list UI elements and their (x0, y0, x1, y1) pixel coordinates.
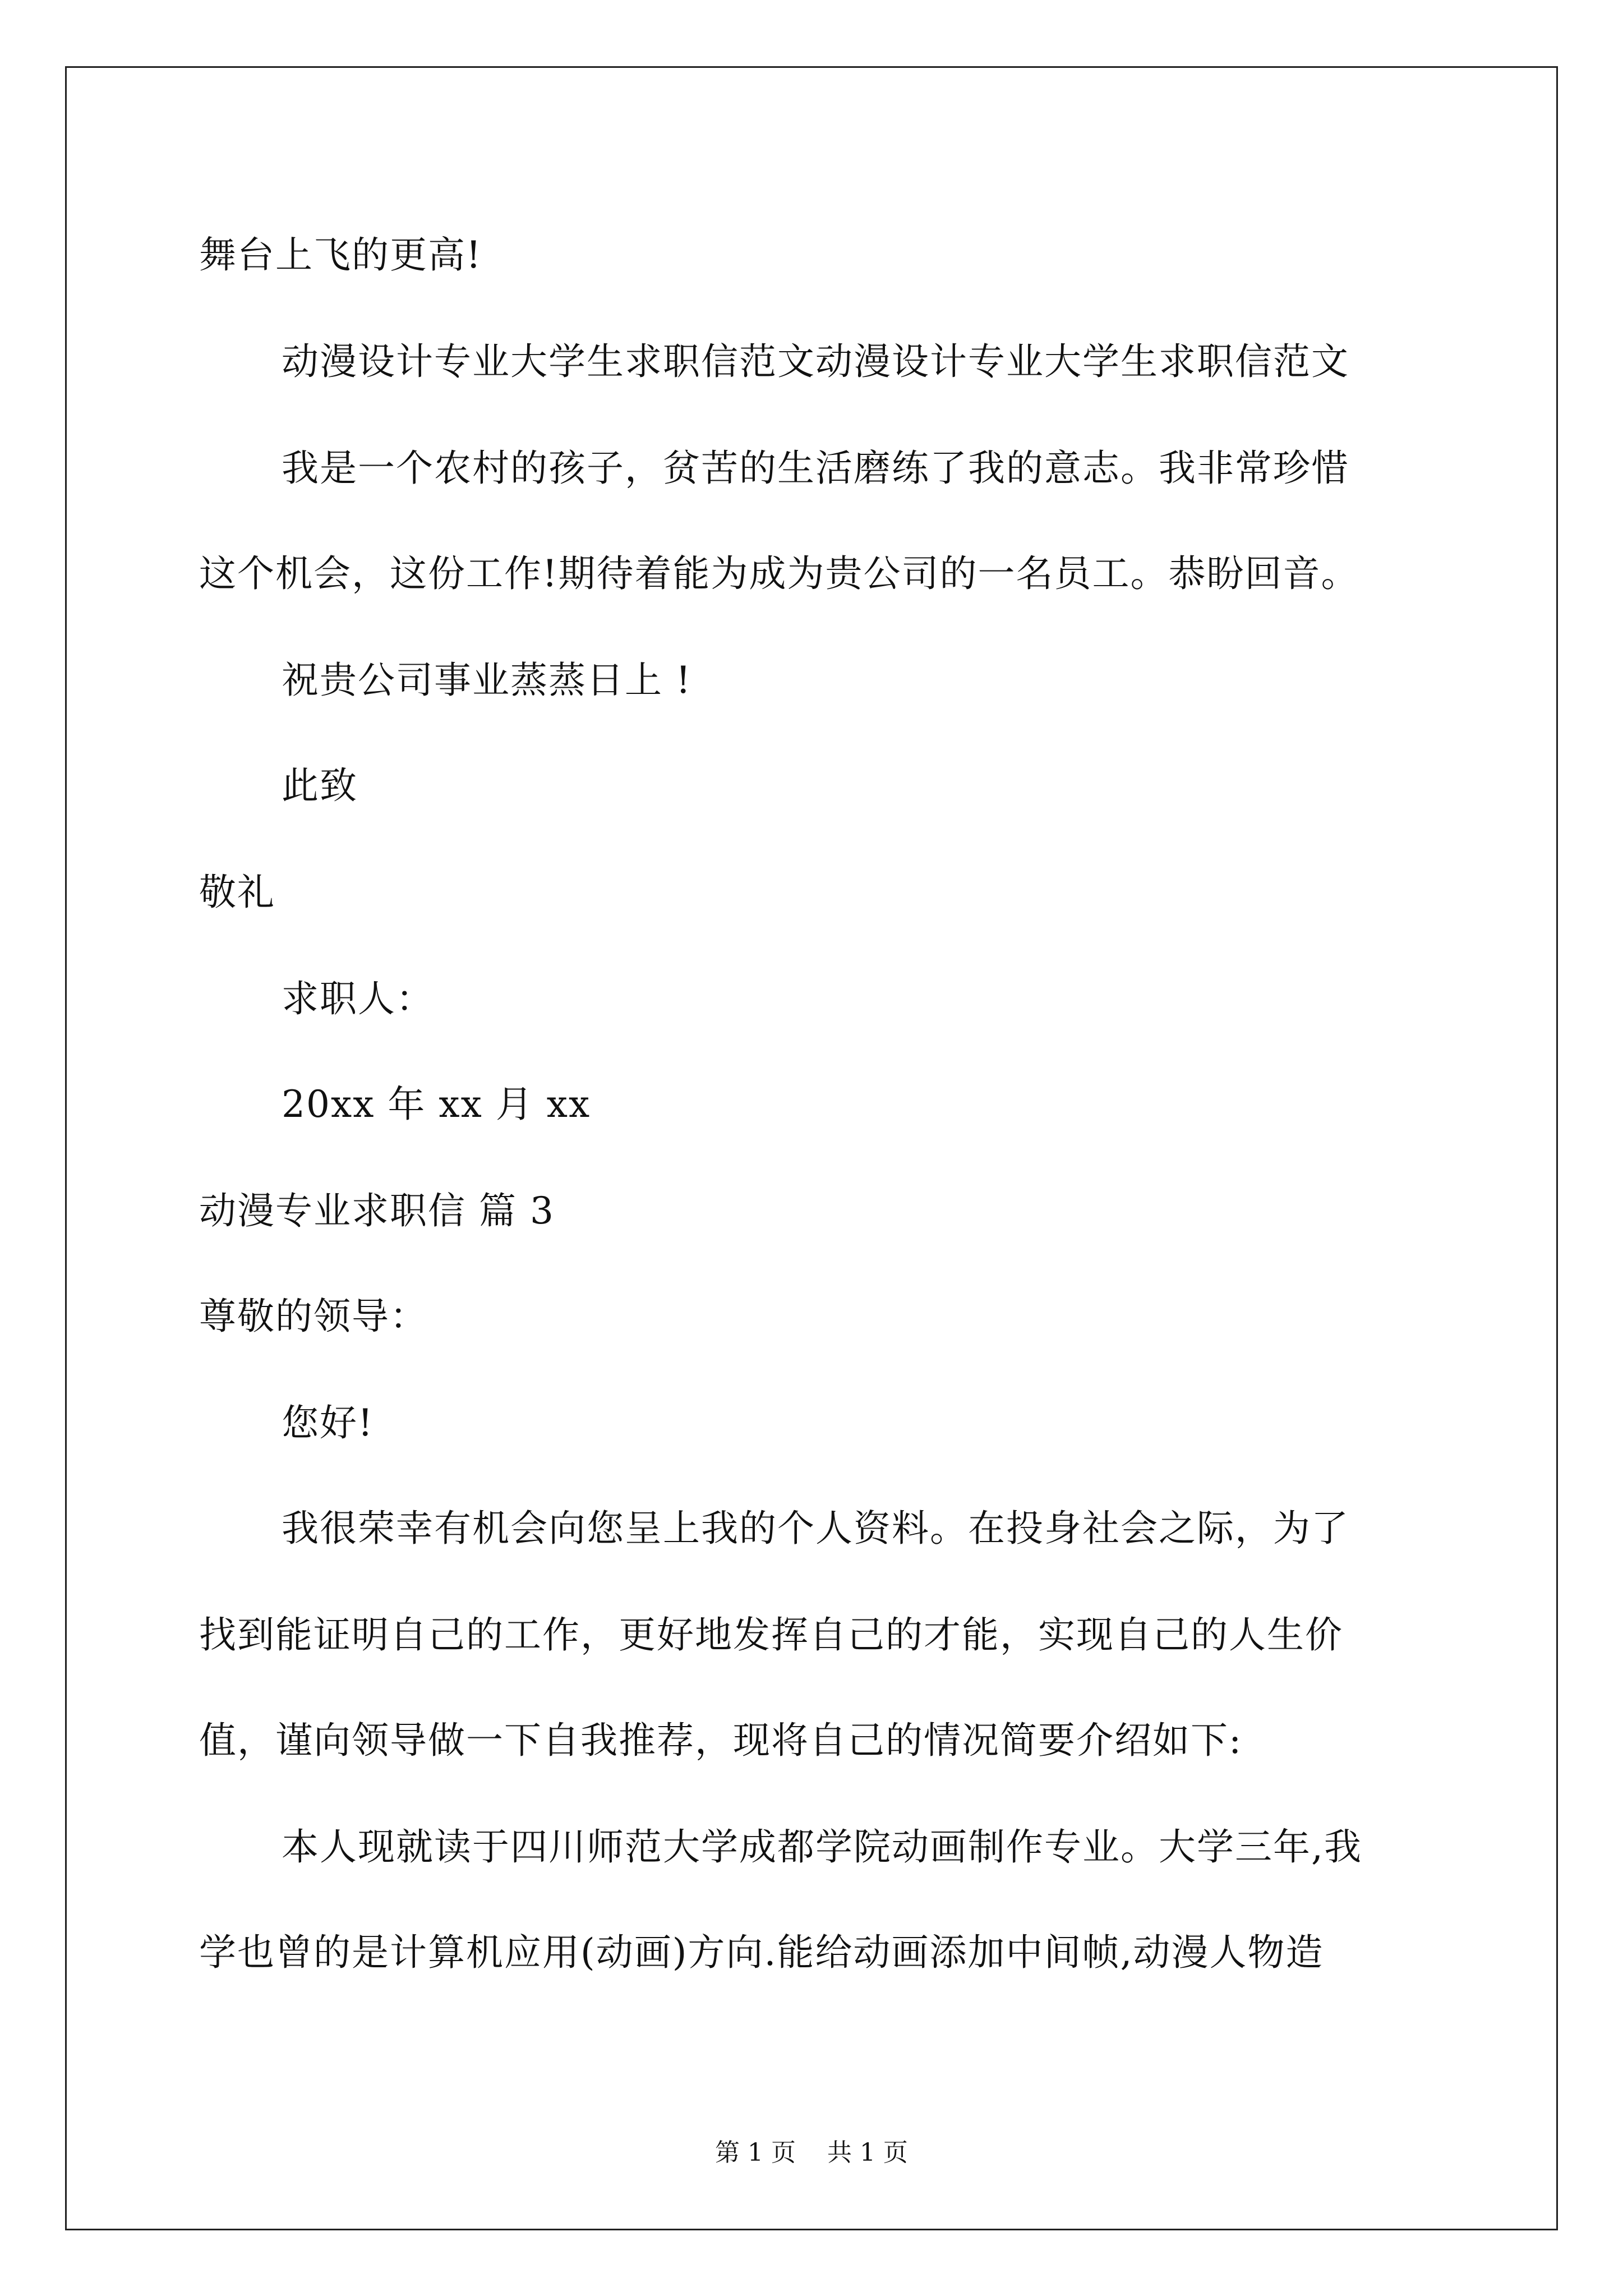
text-line: 此致 (282, 764, 358, 807)
text-line: 您好! (282, 1401, 374, 1444)
text-line: 我很荣幸有机会向您呈上我的个人资料。在投身社会之际，为了 (282, 1507, 1349, 1550)
text-line: 找到能证明自己的工作，更好地发挥自己的才能，实现自己的人生价 (199, 1613, 1343, 1657)
text-line: 值，谨向领导做一下自我推荐，现将自己的情况简要介绍如下: (199, 1719, 1243, 1762)
text-line: 动漫设计专业大学生求职信范文动漫设计专业大学生求职信范文 (282, 340, 1349, 383)
text-line: 学也曾的是计算机应用(动画)方向.能给动画添加中间帧,动漫人物造 (199, 1931, 1324, 1974)
text-line: 这个机会，这份工作!期待着能为成为贵公司的一名员工。恭盼回音。 (199, 552, 1359, 595)
text-line: 本人现就读于四川师范大学成都学院动画制作专业。大学三年,我 (282, 1825, 1362, 1869)
page-number-footer: 第 1 页 共 1 页 (715, 2138, 908, 2167)
section-heading: 动漫专业求职信 篇 3 (199, 1189, 555, 1232)
text-line: 舞台上飞的更高! (199, 233, 482, 277)
text-line: 祝贵公司事业蒸蒸日上 ! (282, 659, 692, 702)
text-line: 我是一个农村的孩子，贫苦的生活磨练了我的意志。我非常珍惜 (282, 447, 1349, 490)
salutation: 尊敬的领导： (199, 1295, 428, 1338)
text-line: 求职人： (282, 977, 434, 1020)
page-border (65, 66, 1558, 2230)
text-line: 敬礼 (199, 871, 275, 914)
text-line: 20xx 年 xx 月 xx (282, 1083, 591, 1126)
